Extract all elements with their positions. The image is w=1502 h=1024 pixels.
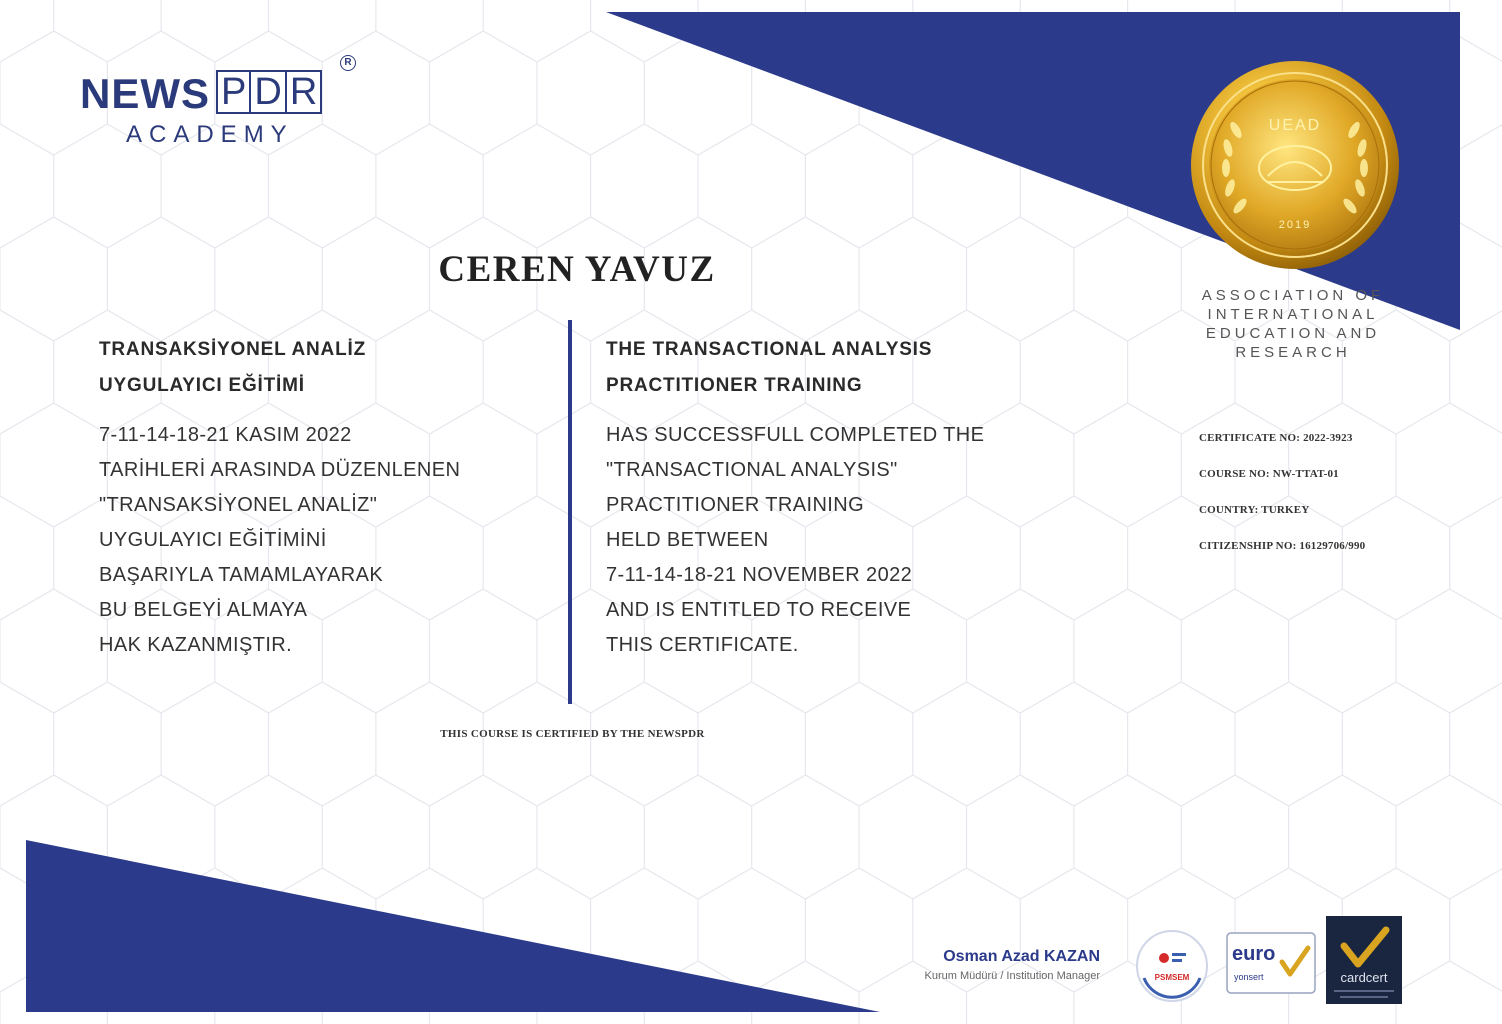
turkish-column [99, 332, 539, 663]
english-title-line: PRACTITIONER TRAINING [606, 375, 863, 396]
citizenship-number: CITIZENSHIP NO: 16129706/990 [1199, 540, 1366, 552]
logo-pdr-letter: D [249, 70, 286, 114]
english-title [606, 332, 1066, 404]
turkish-body-line: BU BELGEYİ ALMAYA [99, 599, 308, 621]
english-body-line: THIS CERTIFICATE. [606, 634, 799, 656]
psmsem-text: PSMSEM [1154, 973, 1190, 982]
signature-block [870, 948, 1100, 982]
turkish-body-line: BAŞARIYLA TAMAMLAYARAK [99, 564, 384, 586]
seal-year: 2019 [1278, 219, 1312, 231]
association-line: INTERNATIONAL [1207, 306, 1379, 323]
turkish-title-line: UYGULAYICI EĞİTİMİ [99, 375, 305, 396]
english-body-line: 7-11-14-18-21 NOVEMBER 2022 [606, 564, 913, 586]
certificate-info [1199, 428, 1469, 572]
english-body-line: AND IS ENTITLED TO RECEIVE [606, 599, 912, 621]
english-body-line: "TRANSACTIONAL ANALYSIS" [606, 459, 898, 481]
logo-pdr-letter: P [216, 70, 251, 114]
cardcert-text: cardcert [1340, 970, 1388, 985]
turkish-body-line: "TRANSAKSİYONEL ANALİZ" [99, 494, 378, 516]
english-body [606, 418, 1066, 663]
newspdr-academy-logo [80, 55, 380, 155]
english-body-line: HAS SUCCESSFULL COMPLETED THE [606, 424, 985, 446]
english-title-line: THE TRANSACTIONAL ANALYSIS [606, 339, 933, 360]
turkish-title-line: TRANSAKSİYONEL ANALİZ [99, 339, 366, 360]
association-name [1188, 286, 1398, 362]
association-line: EDUCATION AND [1205, 325, 1381, 342]
euro-text: euro [1232, 943, 1276, 965]
association-line: ASSOCIATION OF [1201, 287, 1385, 304]
psmsem-badge-icon [1134, 928, 1210, 1004]
logo-academy-text: ACADEMY [126, 121, 294, 148]
signatory-name: Osman Azad KAZAN [943, 948, 1100, 965]
logo-news-text: NEWS [80, 70, 210, 117]
euro-yonsert-badge-icon [1226, 932, 1316, 994]
signatory-title: Kurum Müdürü / Institution Manager [924, 970, 1100, 982]
certified-by-line: THIS COURSE IS CERTIFIED BY THE NEWSPDR [440, 728, 705, 740]
turkish-body-line: TARİHLERİ ARASINDA DÜZENLENEN [99, 459, 461, 481]
turkish-body [99, 418, 539, 663]
cardcert-badge-icon [1326, 916, 1402, 1004]
turkish-title [99, 332, 539, 404]
logo-pdr-letter: R [285, 70, 322, 114]
english-column [606, 332, 1066, 663]
logo-pdr-boxes [216, 70, 320, 114]
country: COUNTRY: TURKEY [1199, 504, 1310, 516]
seal-top-text: UEAD [1268, 117, 1322, 134]
yonsert-text: yonsert [1234, 972, 1264, 982]
course-number: COURSE NO: NW-TTAT-01 [1199, 468, 1339, 480]
gold-seal-icon [1188, 58, 1402, 272]
column-divider [568, 320, 572, 704]
bottom-left-band [26, 840, 880, 1012]
registered-trademark-icon: R [340, 55, 356, 71]
association-line: RESEARCH [1235, 344, 1351, 361]
turkish-body-line: 7-11-14-18-21 KASIM 2022 [99, 424, 352, 446]
turkish-body-line: UYGULAYICI EĞİTİMİNİ [99, 529, 327, 551]
english-body-line: PRACTITIONER TRAINING [606, 494, 865, 516]
certificate-number: CERTIFICATE NO: 2022-3923 [1199, 432, 1353, 444]
english-body-line: HELD BETWEEN [606, 529, 769, 551]
recipient-name: CEREN YAVUZ [438, 249, 716, 290]
turkish-body-line: HAK KAZANMIŞTIR. [99, 634, 293, 656]
